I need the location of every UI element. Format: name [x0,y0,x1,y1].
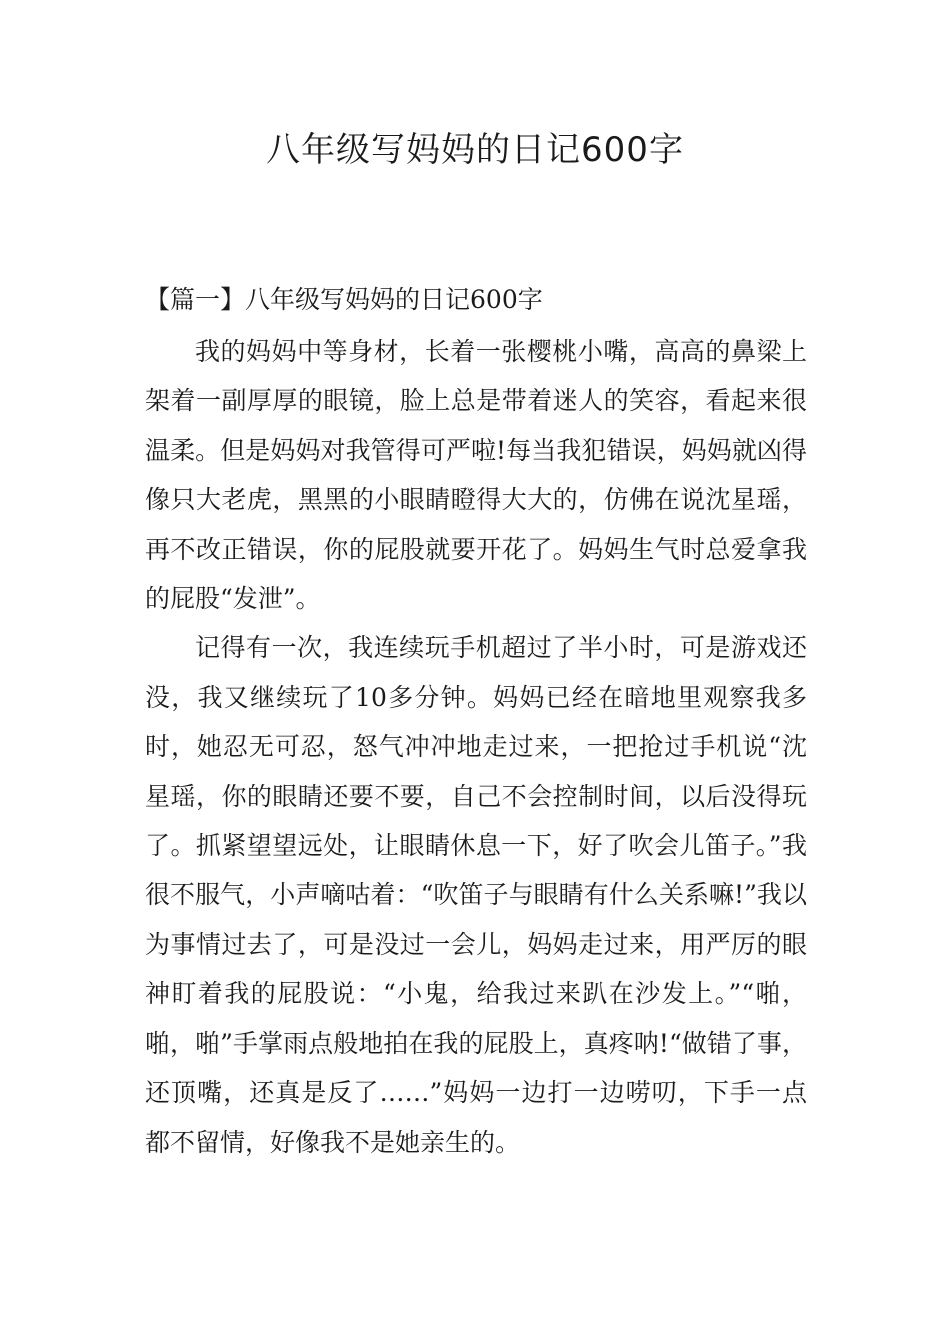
section-heading: 【篇一】八年级写妈妈的日记600字 [145,285,543,314]
paragraph-1: 我的妈妈中等身材，长着一张樱桃小嘴，高高的鼻梁上架着一副厚厚的眼镜，脸上总是带着迷人的笑容，看起来很温柔。但是妈妈对我管得可严啦!每当我犯错误，妈妈就凶得像只大老虎，黑黑的小眼睛瞪得大大的，仿佛在说沈星瑶，再不改正错误，你的屁股就要开花了。妈妈生气时总爱拿我的屁股“发泄”。 [145,337,807,614]
document-body [145,327,807,1167]
paragraph-2: 记得有一次，我连续玩手机超过了半小时，可是游戏还没，我又继续玩了10多分钟。妈妈已经在暗地里观察我多时，她忍无可忍，怒气冲冲地走过来，一把抢过手机说“沈星瑶，你的眼睛还要不要，自己不会控制时间，以后没得玩了。抓紧望望远处，让眼睛休息一下，好了吹会儿笛子。”我很不服气，小声嘀咕着：“吹笛子与眼睛有什么关系嘛!”我以为事情过去了，可是没过一会儿，妈妈走过来，用严厉的眼神盯着我的屁股说：“小鬼，给我过来趴在沙发上。”“啪，啪，啪”手掌雨点般地拍在我的屁股上，真疼呐!“做错了事，还顶嘴，还真是反了……”妈妈一边打一边唠叨，下手一点都不留情，好像我不是她亲生的。 [145,633,807,1157]
document-title: 八年级写妈妈的日记600字 [266,130,684,170]
